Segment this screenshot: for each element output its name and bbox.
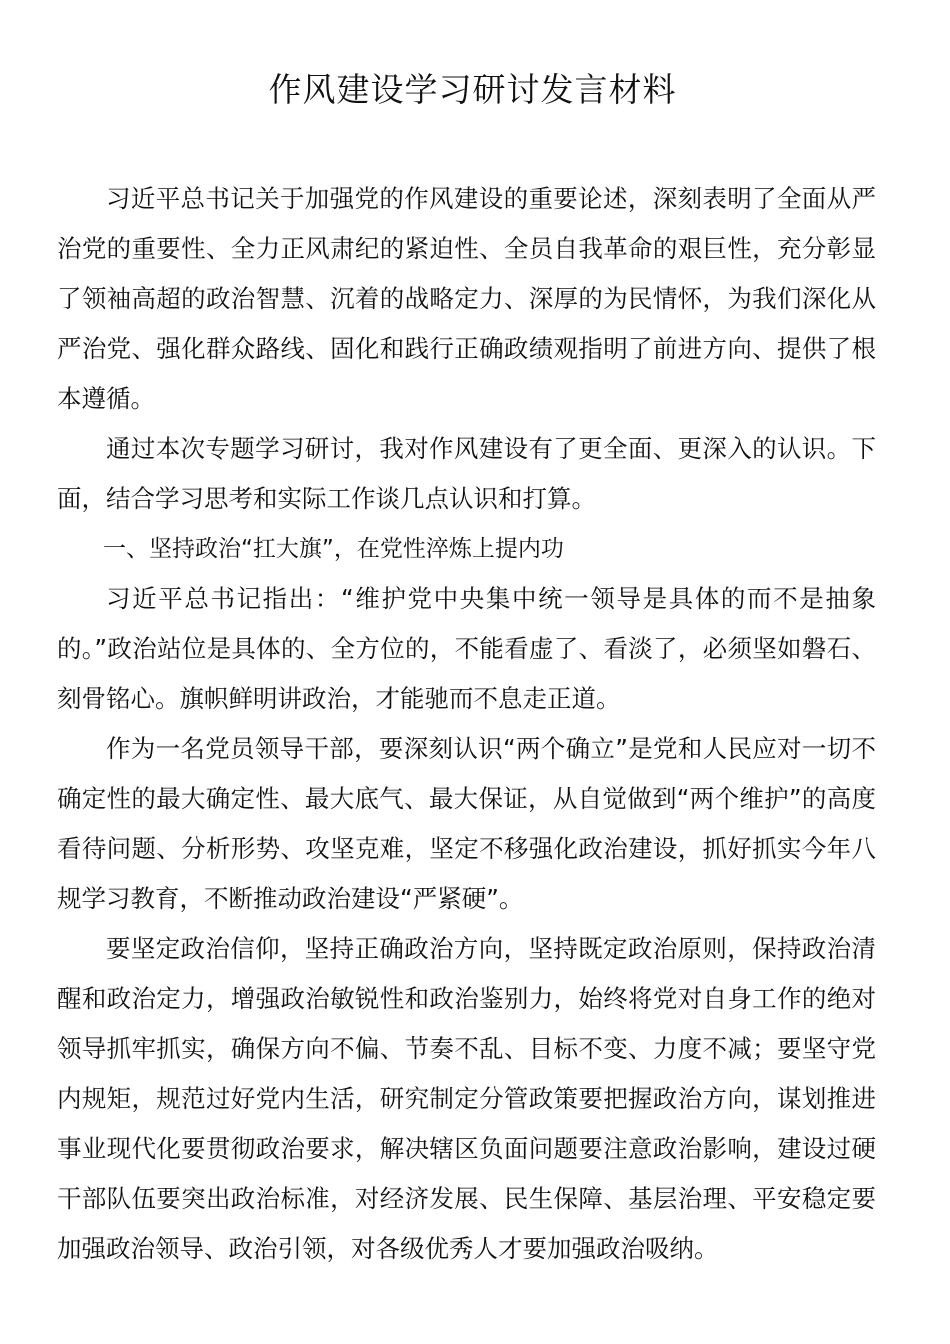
paragraph-intro: 习近平总书记关于加强党的作风建设的重要论述，深刻表明了全面从严治党的重要性、全力正风肃纪的紧迫性、全员自我革命的艰巨性，充分彰显了领袖高超的政治智慧、沉着的战略定力、深厚的为民情怀，为我们深化从严治党、强化群众路线、固化和践行正确政绩观指明了前进方向、提供了根本遵循。 [57,184,876,413]
paragraph-two-establishments: 作为一名党员领导干部，要深刻认识“两个确立”是党和人民应对一切不确定性的最大确定性、最大底气、最大保证，从自觉做到“两个维护”的高度看待问题、分析形势、攻坚克难，坚定不移强化政治建设，抓好抓实今年八规学习教育，不断推动政治建设“严紧硬”。 [57,734,876,913]
document-title: 作风建设学习研讨发言材料 [268,70,677,109]
paragraph-political-faith: 要坚定政治信仰，坚持正确政治方向，坚持既定政治原则，保持政治清醒和政治定力，增强政治敏锐性和政治鉴别力，始终将党对自身工作的绝对领导抓牢抓实，确保方向不偏、节奏不乱、目标不变、力度不减；要坚守党内规矩，规范过好党内生活，研究制定分管政策要把握政治方向，谋划推进事业现代化要贯彻政治要求，解决辖区负面问题要注意政治影响，建设过硬干部队伍要突出政治标准，对经济发展、民生保障、基层治理、平安稳定要加强政治领导、政治引领，对各级优秀人才要加强政治吸纳。 [57,934,876,1263]
document-body [57,174,876,1274]
paragraph-quote: 习近平总书记指出：“维护党中央集中统一领导是具体的而不是抽象的。”政治站位是具体的、全方位的，不能看虚了、看淡了，必须坚如磐石、刻骨铭心。旗帜鲜明讲政治，才能驰而不息走正道。 [57,584,876,713]
section-heading-1: 一、坚持政治“扛大旗”，在党性淬炼上提内功 [103,536,564,562]
paragraph-overview: 通过本次专题学习研讨，我对作风建设有了更全面、更深入的认识。下面，结合学习思考和实际工作谈几点认识和打算。 [57,434,876,513]
